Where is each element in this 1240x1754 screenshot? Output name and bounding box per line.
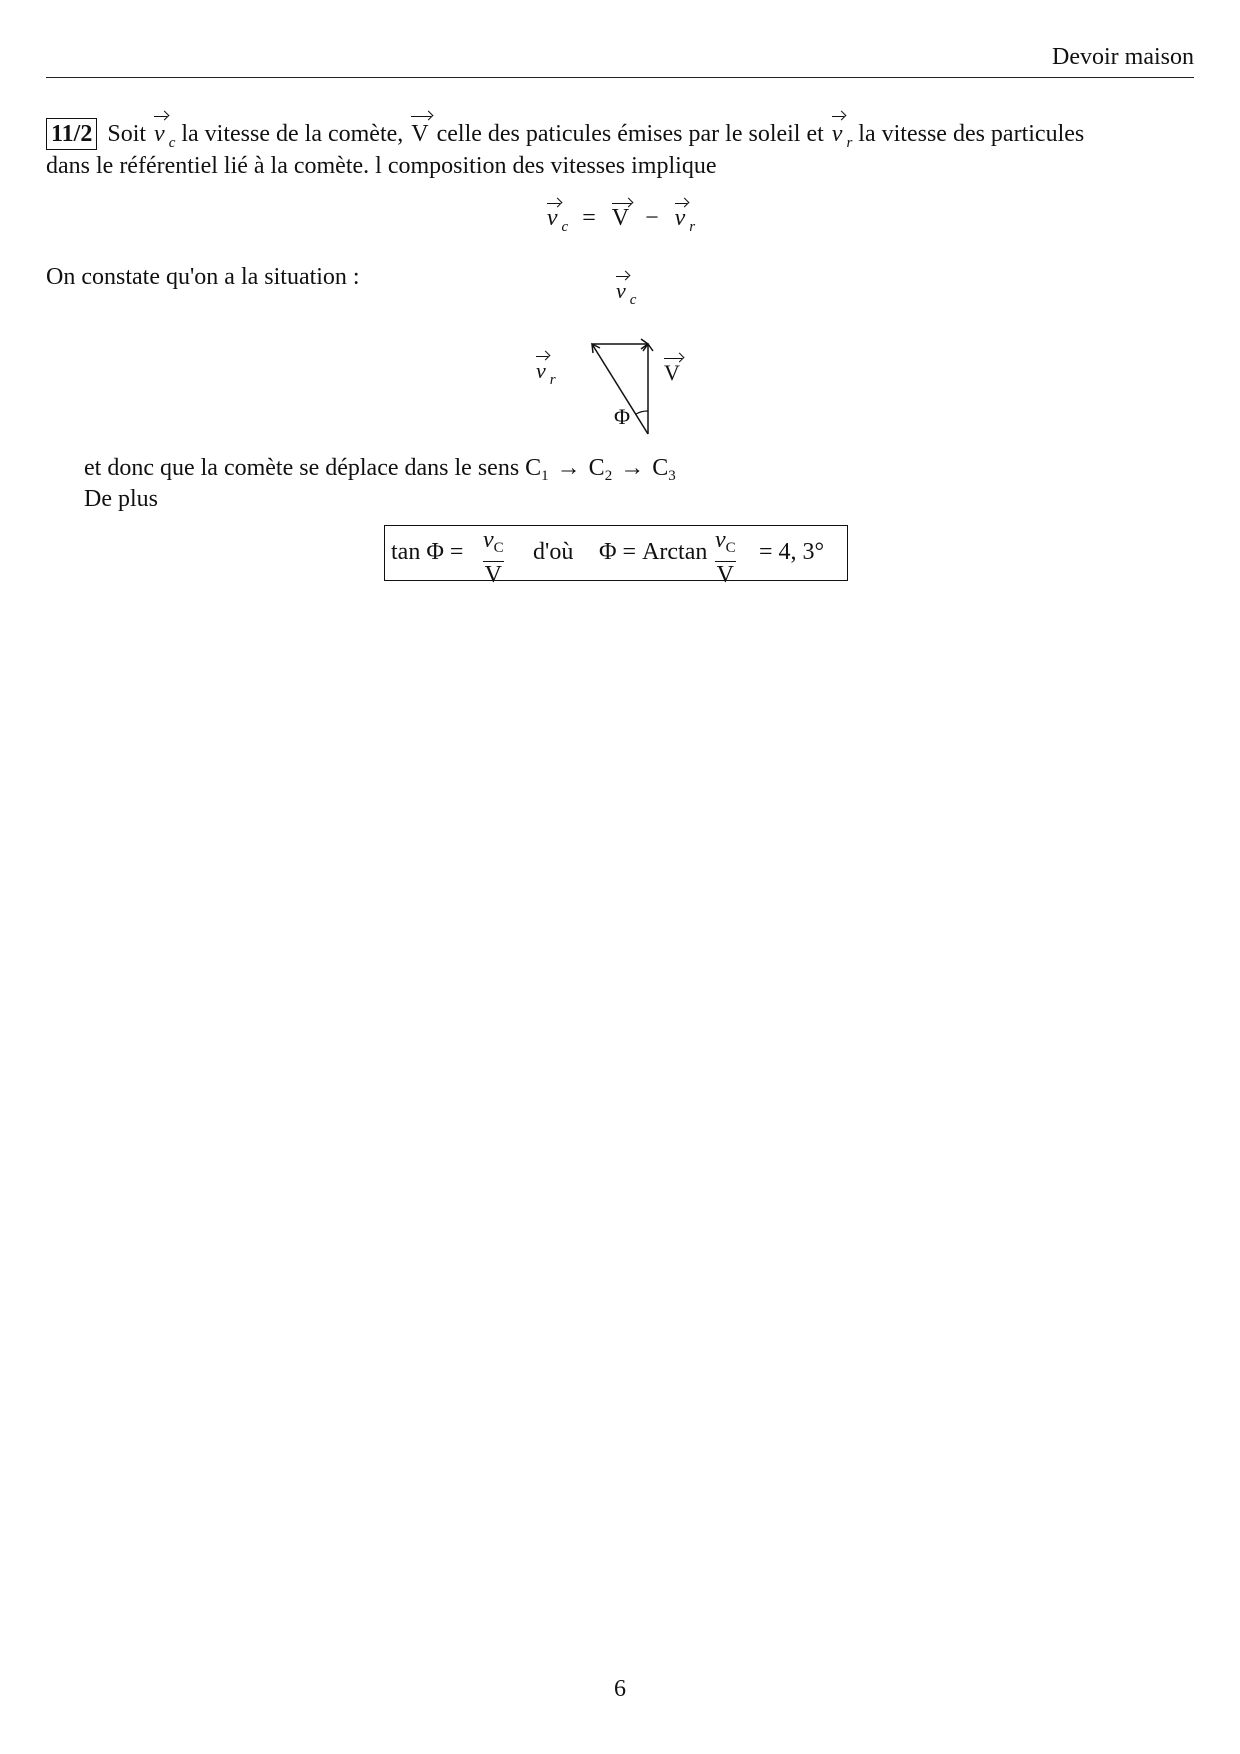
direction-sentence: et donc que la comète se déplace dans le sens (84, 455, 520, 481)
eq-vc-subscript: c (561, 219, 569, 235)
velocity-triangle-diagram (536, 278, 700, 440)
result-box (384, 525, 848, 588)
eq-vr-subscript: r (689, 219, 696, 235)
fraction-vc-over-V: $v_C$ V (483, 527, 504, 588)
text-soit: Soit (107, 121, 147, 147)
fraction-vc-over-V-2: $v_C$ V (715, 527, 736, 588)
dou-text: d'où (533, 539, 574, 565)
vr-subscript: r (846, 135, 853, 151)
text-vitesse-particules: la vitesse des particules (858, 121, 1085, 147)
phi-arctan-text: Φ = Arctan (599, 539, 708, 565)
vector-V: V (409, 118, 430, 150)
vector-vc: v (152, 118, 167, 150)
eq-minus: − (645, 205, 659, 231)
diagram-V-label: V (664, 360, 680, 385)
eq-equals: = (582, 205, 596, 231)
question-line-2: dans le référentiel lié à la comète. l composition des vitesses implique (46, 153, 717, 179)
vc-subscript: c (168, 135, 176, 151)
c2: $C_2$ (588, 455, 613, 484)
result-value: = 4, 3° (759, 539, 825, 565)
eq-vector-vr: v (674, 205, 686, 231)
eq-vector-vc: v (546, 205, 558, 231)
direction-text (84, 455, 676, 485)
angle-arc (636, 411, 648, 414)
diagram-vc-label: v $_c$ (616, 278, 637, 308)
page-number: 6 (614, 1676, 626, 1702)
vector-vr: v (830, 118, 845, 150)
eq-vector-V: V (611, 205, 630, 231)
diagram-vr-label: v $_r$ (536, 358, 556, 388)
c3: $C_3$ (652, 455, 676, 484)
diagram-angle-label: Φ (614, 404, 631, 429)
situation-text: On constate qu'on a la situation : (46, 264, 360, 290)
velocity-composition-equation (0, 205, 1240, 236)
header-title: Devoir maison (1052, 44, 1194, 70)
text-particules: celle des paticules émises par le soleil et (436, 121, 824, 147)
question-tag: 11/2 (46, 118, 97, 150)
tan-phi-text: tan Φ = (391, 539, 464, 565)
text-vitesse-comete: la vitesse de la comète, (181, 121, 404, 147)
header-rule (46, 77, 1194, 78)
de-plus-text: De plus (84, 486, 158, 512)
arrow-1: → (556, 455, 581, 481)
arrow-2: → (620, 455, 645, 481)
c1: $C_1$ (525, 455, 549, 484)
